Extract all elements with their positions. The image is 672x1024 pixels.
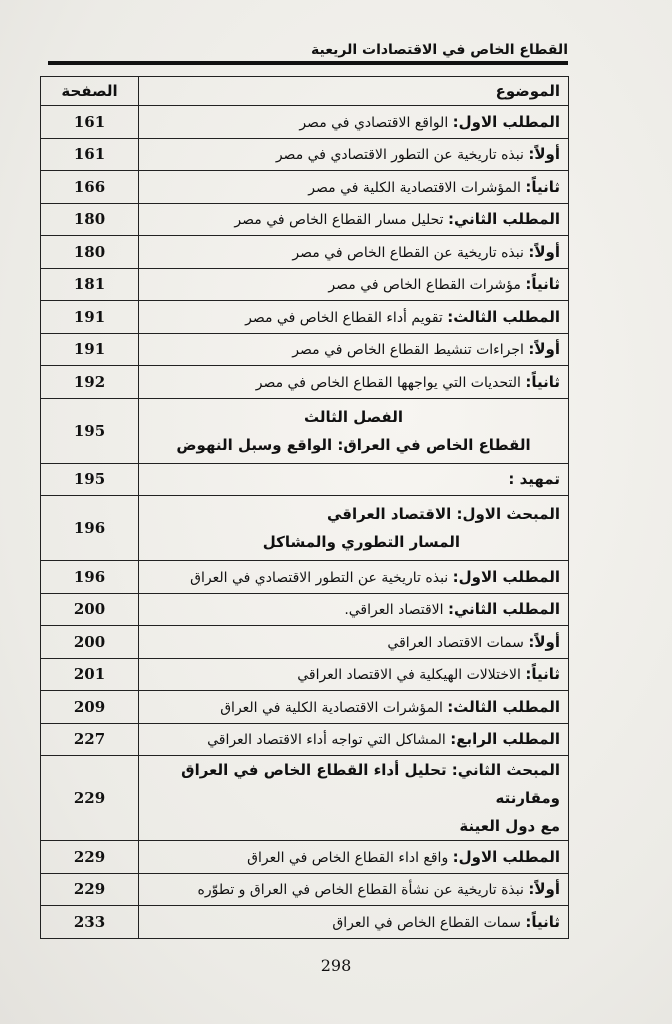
table-row (41, 841, 569, 874)
row-page: 229 (41, 756, 139, 841)
row-text: واقع اداء القطاع الخاص في العراق (247, 849, 449, 866)
row-page: 195 (41, 398, 139, 463)
row-key: المطلب الثالث: (447, 307, 560, 326)
table-row (41, 236, 569, 269)
table-row (41, 106, 569, 139)
row-key: المطلب الاول: (452, 567, 560, 586)
column-header-page: الصفحة (41, 77, 139, 106)
row-page: 180 (41, 236, 139, 269)
row-key: ثانياً: (525, 275, 560, 294)
row-page: 191 (41, 301, 139, 334)
row-page: 200 (41, 593, 139, 626)
row-key: أولاً: (528, 242, 560, 261)
row-page: 161 (41, 106, 139, 139)
row-key: المطلب الرابع: (450, 730, 560, 749)
row-key: أولاً: (528, 632, 560, 651)
row-text: الواقع الاقتصادي في مصر (299, 114, 449, 131)
row-text: الاقتصاد العراقي. (344, 602, 444, 619)
table-row (41, 593, 569, 626)
row-key: المطلب الثاني: (447, 600, 560, 619)
row-page: 161 (41, 138, 139, 171)
row-page: 233 (41, 906, 139, 939)
table-row (41, 268, 569, 301)
table-row (41, 203, 569, 236)
row-text: اجراءات تنشيط القطاع الخاص في مصر (292, 342, 524, 359)
row-text: المؤشرات الاقتصادية الكلية في مصر (308, 179, 521, 196)
row-key: المطلب الثالث: (447, 697, 560, 716)
row-text: سمات الاقتصاد العراقي (387, 634, 524, 651)
row-page: 227 (41, 723, 139, 756)
page-number: 298 (320, 956, 352, 975)
row-text: تحليل مسار القطاع الخاص في مصر (234, 212, 444, 229)
row-key: أولاً: (528, 145, 560, 164)
table-row (41, 906, 569, 939)
row-page: 166 (41, 171, 139, 204)
intro-label: تمهيد : (508, 470, 560, 489)
table-row (41, 658, 569, 691)
table-row (41, 366, 569, 399)
row-page: 209 (41, 691, 139, 724)
row-key: أولاً: (528, 880, 560, 899)
row-key: المطلب الاول: (452, 112, 560, 131)
row-text: تقويم أداء القطاع الخاص في مصر (245, 309, 443, 326)
chapter-title: الفصل الثالث (303, 407, 403, 426)
row-page: 191 (41, 333, 139, 366)
table-row (41, 171, 569, 204)
row-page: 180 (41, 203, 139, 236)
column-header-topic: الموضوع (139, 77, 569, 106)
section-title: المبحث الاول: الاقتصاد العراقي (326, 505, 560, 523)
table-row (41, 333, 569, 366)
row-key: ثانياً: (525, 912, 560, 931)
toc-header-row (41, 77, 569, 106)
row-text: الاختلالات الهيكلية في الاقتصاد العراقي (297, 667, 521, 684)
row-text: نبذه تاريخية عن القطاع الخاص في مصر (292, 244, 524, 261)
table-row (41, 138, 569, 171)
row-text: سمات القطاع الخاص في العراق (332, 914, 521, 931)
row-key: المطلب الاول: (452, 847, 560, 866)
running-header: القطاع الخاص في الاقتصادات الريعية (48, 42, 568, 65)
section-title: المبحث الثاني: تحليل أداء القطاع الخاص في العراق ومقارنته (181, 761, 560, 807)
section-subtitle: المسار التطوري والمشاكل (262, 533, 460, 551)
table-row (41, 873, 569, 906)
chapter-row (41, 398, 569, 463)
row-page: 229 (41, 841, 139, 874)
chapter-subtitle: القطاع الخاص في العراق: الواقع وسبل النهوض (176, 435, 531, 454)
row-page: 196 (41, 496, 139, 561)
section-row (41, 496, 569, 561)
row-key: ثانياً: (525, 665, 560, 684)
row-text: نبذه تاريخية عن التطور الاقتصادي في مصر (275, 147, 524, 164)
section-row (41, 756, 569, 841)
row-page: 192 (41, 366, 139, 399)
table-row (41, 691, 569, 724)
row-text: المشاكل التي تواجه أداء الاقتصاد العراقي (207, 732, 446, 749)
row-text: المؤشرات الاقتصادية الكلية في العراق (220, 699, 443, 716)
row-key: ثانياً: (525, 372, 560, 391)
row-text: مؤشرات القطاع الخاص في مصر (328, 277, 521, 294)
row-key: المطلب الثاني: (447, 210, 560, 229)
row-text: نبذة تاريخية عن نشأة القطاع الخاص في العراق و تطوّره (197, 882, 524, 899)
row-page: 200 (41, 626, 139, 659)
section-subtitle: مع دول العينة (459, 817, 560, 835)
table-row (41, 463, 569, 496)
row-page: 181 (41, 268, 139, 301)
row-key: أولاً: (528, 340, 560, 359)
table-row (41, 561, 569, 594)
row-text: نبذه تاريخية عن التطور الاقتصادي في العراق (190, 569, 449, 586)
table-row (41, 626, 569, 659)
row-page: 229 (41, 873, 139, 906)
row-page: 196 (41, 561, 139, 594)
table-row (41, 723, 569, 756)
toc-table (40, 76, 569, 939)
row-page: 201 (41, 658, 139, 691)
row-page: 195 (41, 463, 139, 496)
table-row (41, 301, 569, 334)
row-key: ثانياً: (525, 177, 560, 196)
row-text: التحديات التي يواجهها القطاع الخاص في مصر (255, 374, 521, 391)
